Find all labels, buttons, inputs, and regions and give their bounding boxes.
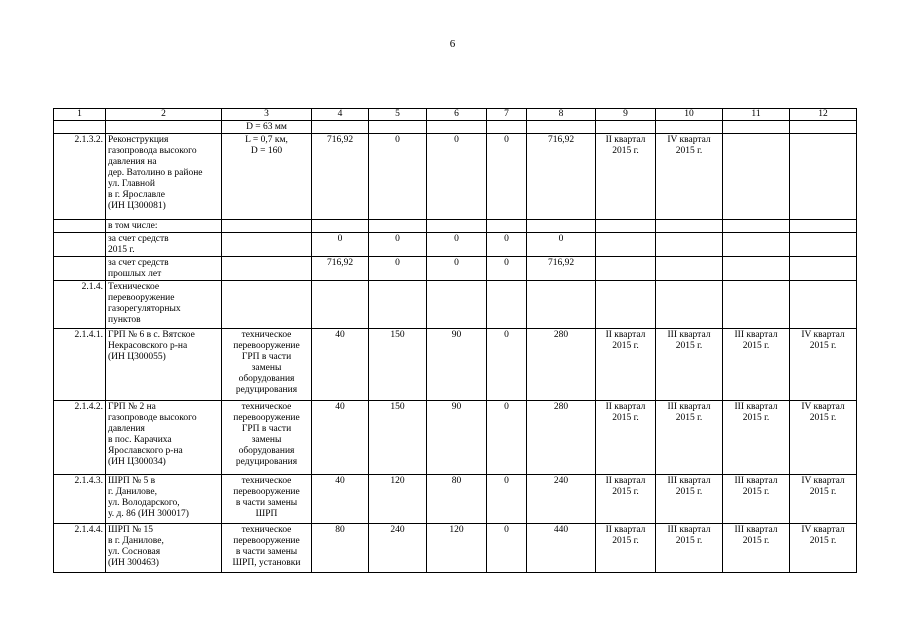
table-row <box>54 257 857 281</box>
table-cell <box>656 233 723 257</box>
table-cell: 716,92 <box>312 257 369 281</box>
table-cell: II квартал 2015 г. <box>596 134 656 220</box>
table-cell: IV квартал 2015 г. <box>790 524 857 573</box>
column-number-cell: 1 <box>54 109 106 121</box>
table-cell: 80 <box>312 524 369 573</box>
table-cell <box>723 281 790 329</box>
table-cell: 90 <box>427 329 487 401</box>
table-row <box>54 329 857 401</box>
table-cell: 0 <box>487 257 527 281</box>
table-cell <box>222 257 312 281</box>
table-cell <box>790 220 857 233</box>
table-cell: техническое перевооружение в части замены ШРП, установки <box>222 524 312 573</box>
column-number-cell: 2 <box>106 109 222 121</box>
table-row <box>54 401 857 475</box>
column-number-cell: 12 <box>790 109 857 121</box>
table-cell <box>427 121 487 134</box>
table-cell: Техническое перевооружение газорегуляторных пунктов <box>106 281 222 329</box>
table-cell <box>656 281 723 329</box>
column-number-cell: 6 <box>427 109 487 121</box>
investment-program-table <box>53 108 857 573</box>
table-cell <box>656 220 723 233</box>
table-cell <box>487 281 527 329</box>
table-cell: 240 <box>527 475 596 524</box>
table-cell: 240 <box>369 524 427 573</box>
page-number: 6 <box>449 38 456 50</box>
column-number-cell: 9 <box>596 109 656 121</box>
table-cell: 0 <box>487 401 527 475</box>
table-cell: за счет средств прошлых лет <box>106 257 222 281</box>
table-cell <box>222 233 312 257</box>
table-cell: D = 63 мм <box>222 121 312 134</box>
table-cell <box>723 121 790 134</box>
table-cell <box>596 121 656 134</box>
table-row <box>54 524 857 573</box>
table-cell: II квартал 2015 г. <box>596 475 656 524</box>
table-cell <box>596 233 656 257</box>
table-cell: 0 <box>487 233 527 257</box>
table-cell: в том числе: <box>106 220 222 233</box>
table-cell: 440 <box>527 524 596 573</box>
table-cell: 280 <box>527 401 596 475</box>
table-cell <box>656 121 723 134</box>
table-cell: 90 <box>427 401 487 475</box>
table-cell: 716,92 <box>527 257 596 281</box>
table-cell <box>790 233 857 257</box>
table-cell: III квартал 2015 г. <box>723 401 790 475</box>
table-cell: IV квартал 2015 г. <box>790 475 857 524</box>
table-cell: L = 0,7 км, D = 160 <box>222 134 312 220</box>
table-cell: ШРП № 15 в г. Данилове, ул. Сосновая (ИН 300463) <box>106 524 222 573</box>
column-number-header <box>54 109 857 121</box>
table-cell: III квартал 2015 г. <box>656 329 723 401</box>
table-cell: II квартал 2015 г. <box>596 329 656 401</box>
table-cell: 2.1.4.4. <box>54 524 106 573</box>
table-cell: III квартал 2015 г. <box>723 475 790 524</box>
table-cell: техническое перевооружение ГРП в части замены оборудования редуцирования <box>222 329 312 401</box>
table-cell: 150 <box>369 329 427 401</box>
table-cell: 2.1.4.1. <box>54 329 106 401</box>
table-cell: ГРП № 6 в с. Вятское Некрасовского р-на (ИН Ц300055) <box>106 329 222 401</box>
table-cell: Реконструкция газопровода высокого давления на дер. Ватолино в районе ул. Главной в г. Ярославле (ИН Ц300081) <box>106 134 222 220</box>
table-row <box>54 281 857 329</box>
table-cell: 150 <box>369 401 427 475</box>
table-cell: 2.1.4. <box>54 281 106 329</box>
table-cell <box>790 134 857 220</box>
table-cell: III квартал 2015 г. <box>656 475 723 524</box>
table-cell: ШРП № 5 в г. Данилове, ул. Володарского, у. д. 86 (ИН 300017) <box>106 475 222 524</box>
table-cell <box>723 233 790 257</box>
table-cell: 0 <box>369 233 427 257</box>
table-row <box>54 134 857 220</box>
table-cell: III квартал 2015 г. <box>656 524 723 573</box>
column-number-cell: 10 <box>656 109 723 121</box>
table-cell <box>427 220 487 233</box>
table-cell: 716,92 <box>312 134 369 220</box>
table-cell <box>369 220 427 233</box>
table-cell <box>222 281 312 329</box>
table-cell <box>106 121 222 134</box>
table-cell <box>656 257 723 281</box>
table-cell <box>312 281 369 329</box>
table-cell: 2.1.3.2. <box>54 134 106 220</box>
table-cell <box>527 281 596 329</box>
table-cell: 0 <box>487 134 527 220</box>
table-cell: IV квартал 2015 г. <box>656 134 723 220</box>
table-cell: II квартал 2015 г. <box>596 401 656 475</box>
table-cell <box>54 233 106 257</box>
table-cell: 0 <box>427 233 487 257</box>
column-number-cell: 7 <box>487 109 527 121</box>
table-cell: 716,92 <box>527 134 596 220</box>
table-cell: 40 <box>312 475 369 524</box>
table-cell: III квартал 2015 г. <box>723 329 790 401</box>
table-cell: 2.1.4.2. <box>54 401 106 475</box>
table-cell: ГРП № 2 на газопроводе высокого давления в пос. Карачиха Ярославского р-на (ИН Ц300034) <box>106 401 222 475</box>
table-cell <box>527 121 596 134</box>
table-cell: 120 <box>369 475 427 524</box>
table-row <box>54 220 857 233</box>
table-cell: 40 <box>312 401 369 475</box>
table-cell: IV квартал 2015 г. <box>790 401 857 475</box>
table-cell: 40 <box>312 329 369 401</box>
table-cell <box>312 220 369 233</box>
table-cell: за счет средств 2015 г. <box>106 233 222 257</box>
table-cell <box>427 281 487 329</box>
table-cell <box>487 220 527 233</box>
table-cell <box>723 220 790 233</box>
table-cell: 0 <box>427 257 487 281</box>
table-cell <box>54 257 106 281</box>
table-cell: 0 <box>369 257 427 281</box>
table-cell: 0 <box>427 134 487 220</box>
table-cell <box>596 220 656 233</box>
table-cell <box>369 281 427 329</box>
table-cell: II квартал 2015 г. <box>596 524 656 573</box>
table-cell: III квартал 2015 г. <box>656 401 723 475</box>
table-cell: 0 <box>487 329 527 401</box>
table-cell <box>790 121 857 134</box>
table-cell: техническое перевооружение в части замены ШРП <box>222 475 312 524</box>
table-cell <box>369 121 427 134</box>
table-cell: 2.1.4.3. <box>54 475 106 524</box>
table-cell: 0 <box>527 233 596 257</box>
table-row <box>54 233 857 257</box>
column-number-cell: 8 <box>527 109 596 121</box>
table-cell: 0 <box>487 524 527 573</box>
table-row <box>54 121 857 134</box>
table-row <box>54 475 857 524</box>
table-cell: 280 <box>527 329 596 401</box>
table-cell <box>54 121 106 134</box>
table-cell <box>596 281 656 329</box>
table-cell <box>54 220 106 233</box>
table-cell <box>312 121 369 134</box>
table-cell: 120 <box>427 524 487 573</box>
column-number-cell: 5 <box>369 109 427 121</box>
table-cell: III квартал 2015 г. <box>723 524 790 573</box>
column-number-cell: 3 <box>222 109 312 121</box>
column-number-cell: 4 <box>312 109 369 121</box>
table-cell <box>723 257 790 281</box>
column-number-cell: 11 <box>723 109 790 121</box>
table-cell: 0 <box>369 134 427 220</box>
table-cell <box>790 257 857 281</box>
table-cell: IV квартал 2015 г. <box>790 329 857 401</box>
table-cell <box>487 121 527 134</box>
table-cell <box>596 257 656 281</box>
table-cell: 0 <box>312 233 369 257</box>
table-cell: техническое перевооружение ГРП в части замены оборудования редуцирования <box>222 401 312 475</box>
table-cell <box>527 220 596 233</box>
table-cell: 80 <box>427 475 487 524</box>
table-cell <box>222 220 312 233</box>
table-cell: 0 <box>487 475 527 524</box>
table-cell <box>723 134 790 220</box>
table-cell <box>790 281 857 329</box>
